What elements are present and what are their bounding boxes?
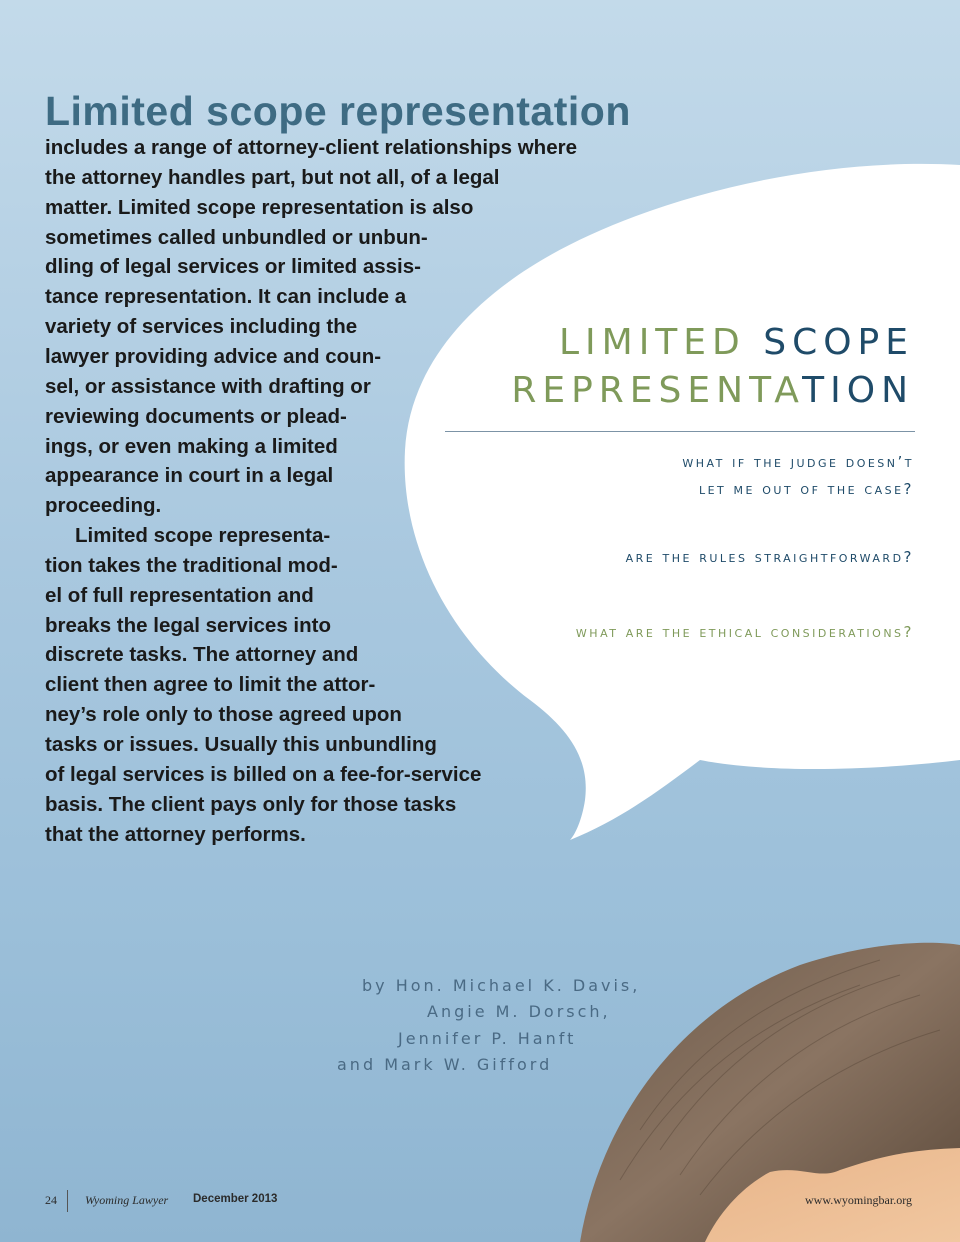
body-line: tasks or issues. Usually this unbundling	[45, 733, 437, 756]
body-line: discrete tasks. The attorney and	[45, 643, 359, 667]
body-line: tance representation. It can include a	[45, 285, 407, 309]
body-line: the attorney handles part, but not all, of a legal	[45, 165, 500, 189]
byline-line4: and Mark W. Gifford	[337, 1055, 553, 1074]
body-line: of legal services is billed on a fee-for-service	[45, 762, 482, 786]
footer-website[interactable]: www.wyomingbar.org	[805, 1193, 912, 1207]
body-line: reviewing documents or plead-	[45, 404, 347, 428]
body-line: proceeding.	[45, 494, 162, 518]
body-line: Limited scope representa-	[75, 524, 331, 548]
bubble-title-line1	[559, 322, 914, 363]
body-line: dling of legal services or limited assis-	[45, 255, 421, 279]
byline-line1: by Hon. Michael K. Davis,	[362, 976, 641, 995]
footer-separator	[67, 1190, 68, 1212]
footer-issue: December 2013	[193, 1193, 278, 1205]
footer-page-number: 24	[45, 1193, 57, 1207]
headline: Limited scope representation	[45, 88, 631, 134]
question-judge-line1: what if the judge doesn’t	[682, 453, 914, 471]
body-line: ings, or even making a limited	[45, 434, 338, 458]
body-line: basis. The client pays only for those tasks	[45, 792, 457, 816]
question-ethics: what are the ethical considerations?	[575, 623, 914, 641]
body-line: tion takes the traditional mod-	[45, 553, 338, 577]
body-line: client then agree to limit the attor-	[45, 673, 376, 697]
body-line: lawyer providing advice and coun-	[45, 344, 382, 368]
body-line: sometimes called unbundled or unbun-	[45, 225, 428, 249]
footer-publication: Wyoming Lawyer	[85, 1193, 169, 1207]
body-line: variety of services including the	[45, 315, 358, 339]
question-judge-line2: let me out of the case?	[698, 480, 914, 498]
byline-line2: Angie M. Dorsch,	[427, 1002, 611, 1021]
title-divider	[445, 431, 915, 432]
title-word-tion: TION	[802, 370, 914, 411]
byline-line3: Jennifer P. Hanft	[398, 1029, 577, 1048]
title-word-representa: REPRESENTA	[511, 370, 803, 411]
body-line: matter. Limited scope representation is also	[45, 195, 474, 219]
body-line: that the attorney performs.	[45, 822, 306, 846]
bubble-title-line2	[511, 370, 914, 411]
question-rules: are the rules straightforward?	[625, 548, 914, 566]
body-line: ney’s role only to those agreed upon	[45, 703, 402, 727]
title-word-limited: LIMITED	[558, 322, 746, 363]
title-word-scope: SCOPE	[763, 322, 914, 363]
body-line: sel, or assistance with drafting or	[45, 374, 371, 398]
body-line: appearance in court in a legal	[45, 464, 334, 488]
body-line: el of full representation and	[45, 583, 314, 607]
body-line: includes a range of attorney-client relationships where	[45, 136, 577, 159]
body-line: breaks the legal services into	[45, 613, 331, 637]
